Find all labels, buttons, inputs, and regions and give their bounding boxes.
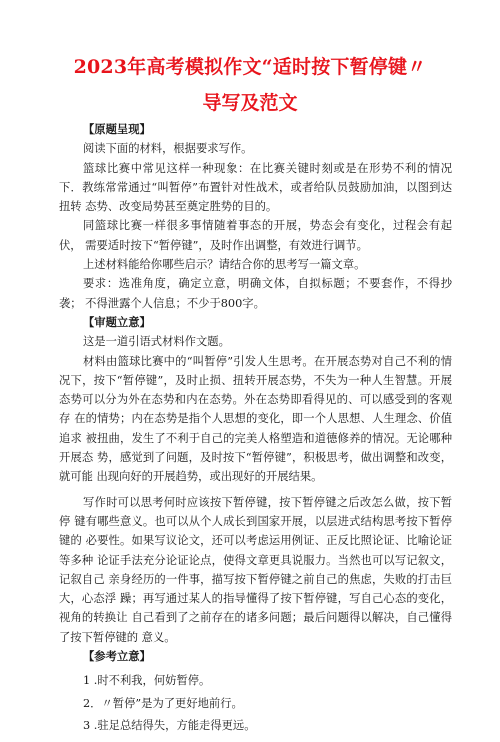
document-body bbox=[59, 120, 452, 738]
list-item: 3 .驻足总结得失，方能走得更远。 bbox=[83, 718, 256, 732]
list-item: 2．〃暂停”是为了更好地前行。 bbox=[83, 696, 243, 710]
section-heading-review: 【审题立意】 bbox=[83, 314, 151, 329]
paragraph: 材料由篮球比赛中的“叫暂停”引发人生思考。在开展态势对自己不利的情 况下，按下“暂停键”，及时止损、扭转开展态势，不失为一种人生智慧。开展 态势可以分为外在态势和内在态势。外在态势即看得见的、可以感受到的客观存 在的情势；内在态势是指个人思想的变化，即一个人思想、人生理念、价值追求 被扭曲，发生了不利于自己的完美人格塑造和道德修养的情况。无论哪种开展态 势，感觉到了问题，及时按下“暂停键”，积极思考，做出调整和改变，就可能 出现向好的开展趋势，或出现好的开展结果。 bbox=[59, 354, 452, 484]
paragraph: 同篮球比赛一样很多事情随着事态的开展，势态会有变化，过程会有起伏， 需要适时按下“暂停键”，及时作出调整，有效进行调节。 bbox=[59, 219, 452, 252]
paragraph: 这是一道引语式材料作文题。 bbox=[83, 335, 230, 349]
paragraph: 篮球比赛中常见这样一种现象：在比赛关键时刻或是在形势不利的情况下．教练常常通过“叫暂停”布置针对性战术，或者给队员鼓励加油，以图到达扭转 态势、改变局势甚至奠定胜势的目的。 bbox=[59, 161, 452, 214]
paragraph: 上述材料能给你哪些启示？请结合你的思考写一篇文章。 bbox=[83, 258, 366, 272]
section-heading-original: 【原题呈现】 bbox=[83, 122, 151, 136]
list-item: 1 .时不利我，何妨暂停。 bbox=[83, 674, 211, 688]
paragraph: 写作时可以思考何时应该按下暂停键，按下暂停键之后改怎么做，按下暂停 键有哪些意义。也可以从个人成长到国家开展，以层进式结构思考按下暂停键的 必要性。如果写议论文，还可以考虑运用例证、正反比照论证、比喻论证等多种 论证手法充分论证论点，使得文章更具说服力。当然也可以写记叙文，记叙自己 亲身经历的一件事，描写按下暂停键之前自己的焦虑，失败的打击巨大，心态浮 躁；再写通过某人的指导懂得了按下暂停键，写自己心态的变化，视角的转换让 自己看到了之前存在的诸多问题；最后问题得以解决，自己懂得了按下暂停键的 意义。 bbox=[59, 495, 452, 644]
document-subtitle: 导写及范文 bbox=[202, 92, 298, 114]
section-heading-reference: 【参考立意】 bbox=[83, 649, 151, 664]
paragraph: 阅读下面的材料，根据要求写作。 bbox=[83, 142, 253, 156]
paragraph: 要求：选准角度，确定立意，明确文体，自拟标题；不要套作，不得抄袭； 不得泄露个人信息；不少于800字。 bbox=[59, 277, 452, 310]
document-title: 2023年高考模拟作文“适时按下暂停键〃 bbox=[73, 56, 427, 78]
